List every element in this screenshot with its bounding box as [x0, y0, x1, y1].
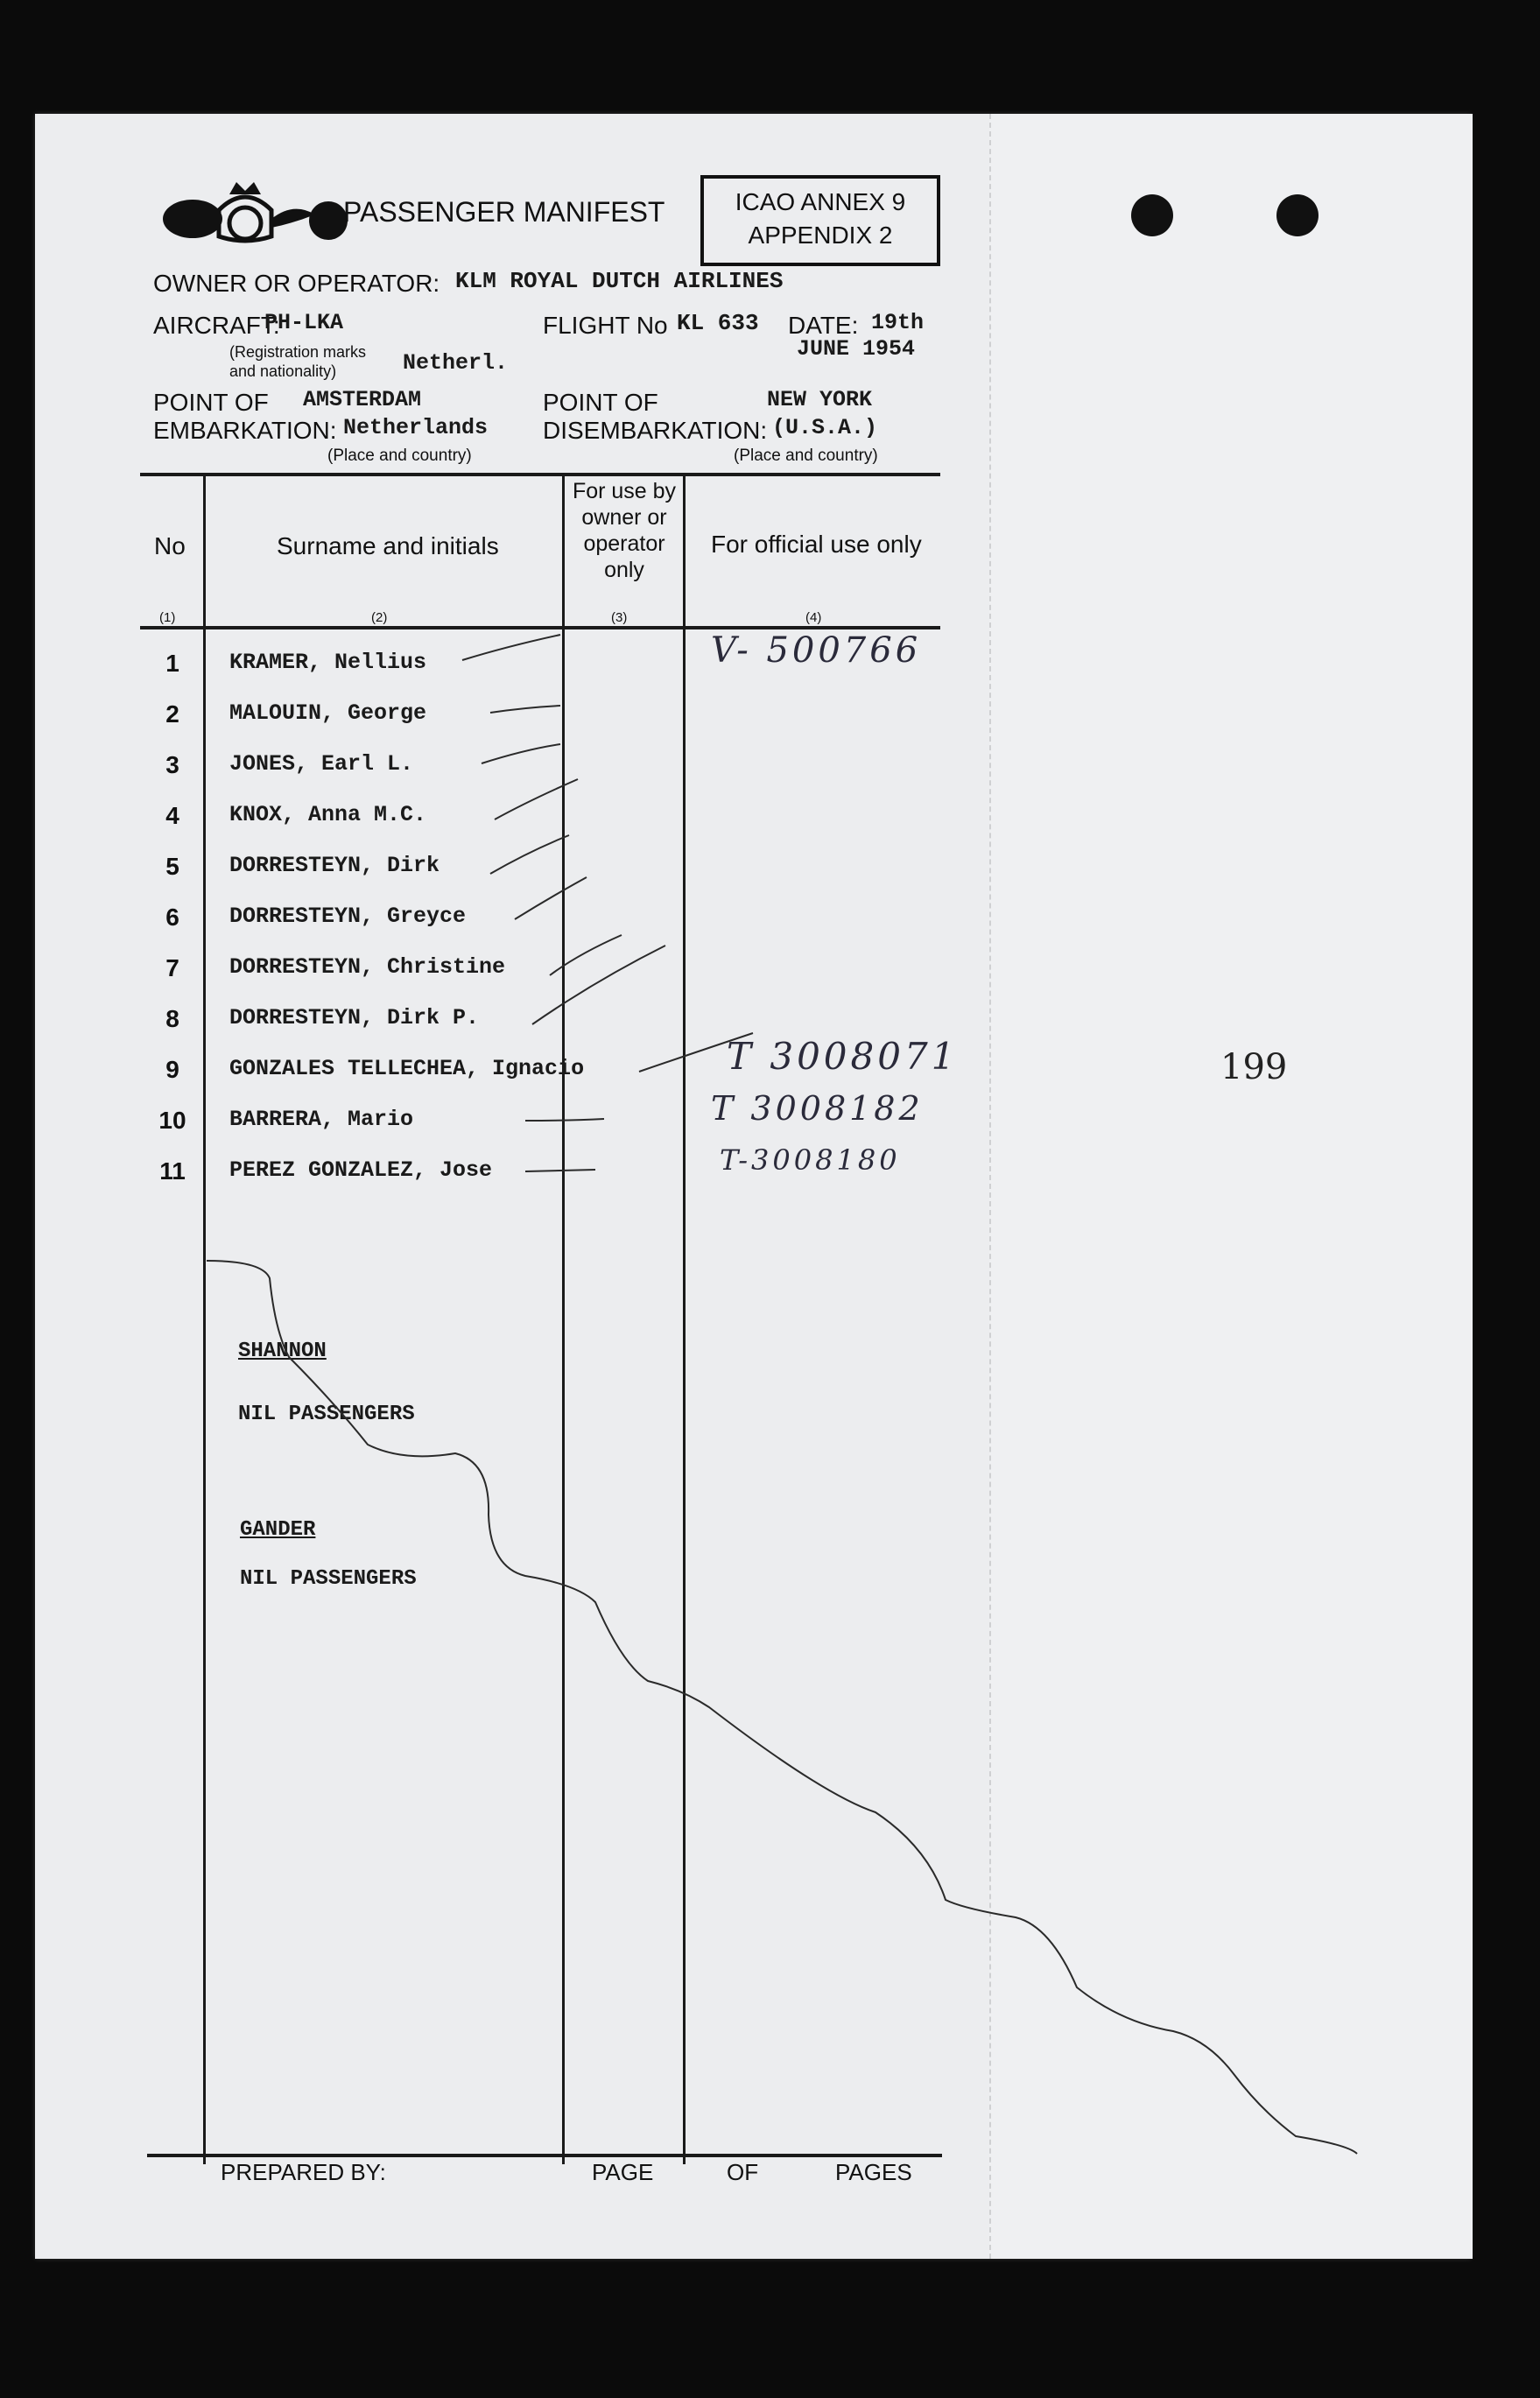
header-no-num: (1): [159, 610, 176, 625]
stop-name-shannon: SHANNON: [238, 1340, 327, 1363]
passenger-name: JONES, Earl L.: [229, 751, 414, 777]
passenger-name: DORRESTEYN, Dirk P.: [229, 1005, 480, 1030]
disembark-place-note: (Place and country): [734, 447, 878, 465]
passenger-name: DORRESTEYN, Greyce: [229, 904, 467, 929]
aircraft-label: AIRCRAFT:: [153, 312, 280, 339]
row-number: 7: [165, 954, 179, 981]
official-note: T 3008182: [711, 1089, 924, 1128]
stop-note-shannon: NIL PASSENGERS: [238, 1403, 415, 1426]
stop-note-gander: NIL PASSENGERS: [240, 1567, 417, 1591]
row-number: 3: [165, 751, 179, 778]
passenger-name: DORRESTEYN, Dirk: [229, 853, 440, 878]
header-surname-num: (2): [371, 610, 388, 625]
header-no: No: [154, 532, 186, 559]
passenger-name: KNOX, Anna M.C.: [229, 802, 427, 827]
date-label: DATE:: [788, 312, 859, 339]
embark-place-note: (Place and country): [327, 447, 472, 465]
passenger-name: DORRESTEYN, Christine: [229, 954, 506, 980]
nationality-value: Netherl.: [403, 350, 509, 376]
flight-value: KL 633: [677, 310, 759, 336]
passenger-name: MALOUIN, George: [229, 700, 427, 726]
passenger-name: PEREZ GONZALEZ, Jose: [229, 1157, 493, 1183]
pen-tick-marks: [35, 114, 1471, 2259]
embark-label-2: EMBARKATION:: [153, 417, 337, 444]
icao-line-1: ICAO ANNEX 9: [735, 188, 906, 215]
registration-note-2: and nationality): [229, 362, 337, 380]
embark-label-1: POINT OF: [153, 389, 269, 416]
date-value-day: 19th: [871, 310, 925, 335]
form-title: PASSENGER MANIFEST: [343, 196, 665, 228]
embark-city: AMSTERDAM: [303, 387, 422, 412]
row-number: 1: [165, 650, 179, 677]
row-number: 11: [159, 1157, 186, 1185]
official-note: T 3008071: [727, 1035, 959, 1078]
passenger-name: GONZALES TELLECHEA, Ignacio: [229, 1056, 585, 1081]
row-number: 2: [165, 700, 179, 728]
stop-name-gander: GANDER: [240, 1518, 316, 1542]
row-number: 5: [165, 853, 179, 880]
row-number: 6: [165, 904, 179, 931]
row-number: 10: [158, 1107, 186, 1134]
flight-label: FLIGHT No: [543, 312, 668, 339]
page-label: PAGE: [592, 2159, 654, 2185]
aircraft-value: PH-LKA: [264, 310, 344, 335]
disembark-country: (U.S.A.): [772, 415, 878, 440]
date-value-month-year: JUNE 1954: [797, 336, 916, 362]
official-note: V- 500766: [711, 630, 922, 671]
header-operator: For use by owner or operator only: [572, 479, 677, 582]
disembark-label-1: POINT OF: [543, 389, 658, 416]
disembark-city: NEW YORK: [767, 387, 873, 412]
owner-label: OWNER OR OPERATOR:: [153, 270, 440, 297]
icao-line-2: APPENDIX 2: [748, 222, 893, 249]
row-number: 9: [165, 1056, 179, 1083]
pages-label: PAGES: [835, 2159, 912, 2185]
passenger-name: KRAMER, Nellius: [229, 650, 427, 675]
official-note: T-3008180: [720, 1143, 901, 1177]
header-official: For official use only: [711, 531, 922, 558]
header-operator-num: (3): [611, 610, 628, 625]
passenger-name: BARRERA, Mario: [229, 1107, 414, 1132]
row-number: 8: [165, 1005, 179, 1032]
page-stamp: 199: [1220, 1047, 1288, 1087]
disembark-label-2: DISEMBARKATION:: [543, 417, 768, 444]
header-surname: Surname and initials: [277, 532, 499, 559]
prepared-by-label: PREPARED BY:: [221, 2159, 386, 2185]
owner-value: KLM ROYAL DUTCH AIRLINES: [455, 268, 784, 294]
registration-note-1: (Registration marks: [229, 343, 367, 361]
header-official-num: (4): [805, 610, 822, 625]
embark-country: Netherlands: [343, 415, 489, 440]
manifest-sheet: [35, 114, 1471, 2259]
row-number: 4: [165, 802, 179, 829]
of-label: OF: [727, 2159, 759, 2185]
